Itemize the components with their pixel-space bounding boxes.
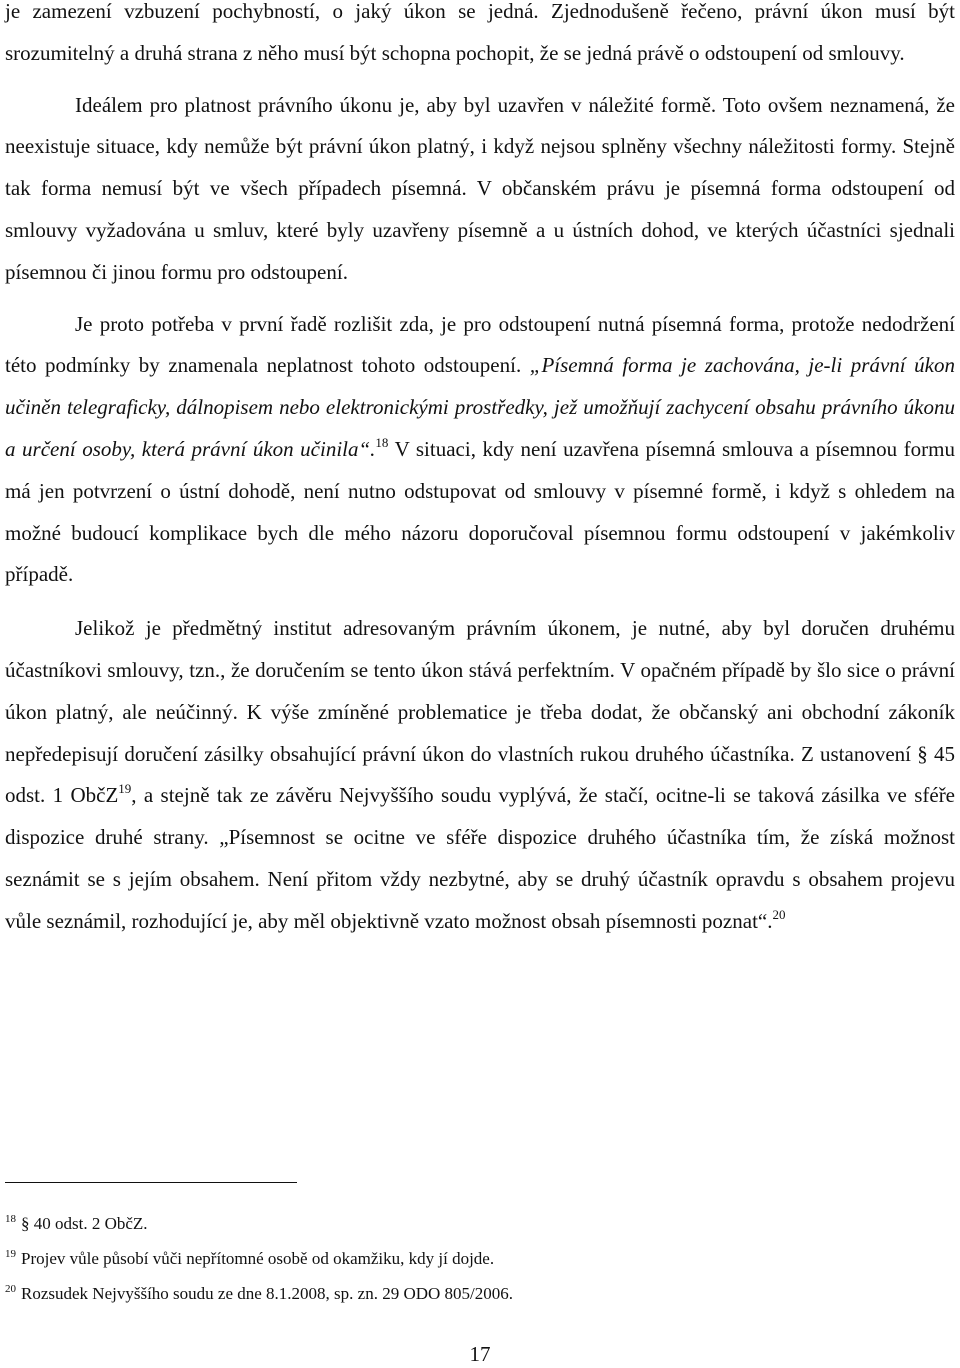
- footnote-text: § 40 odst. 2 ObčZ.: [21, 1214, 148, 1233]
- footnote-number: 18: [5, 1213, 16, 1225]
- footnote-number: 19: [5, 1248, 16, 1260]
- paragraph-2: [5, 85, 955, 294]
- footnote-separator: [5, 1182, 297, 1183]
- footnote-ref-19[interactable]: 19: [118, 781, 132, 797]
- footnote-18: [5, 1206, 955, 1241]
- legal-quote-written-form: „Písemná forma je zachována, je-li právní úkon učiněn telegraficky, dálnopisem nebo elektronickými prostředky, jež umožňují zachycení obsahu právního úkonu a určení osoby, která právní úkon učinila“.: [5, 353, 955, 461]
- paragraph-1-text: je zamezení vzbuzení pochybností, o jaký úkon se jedná. Zjednodušeně řečeno, právní úkon musí být srozumitelný a druhá strana z něho musí být schopna pochopit, že se jedná právě o odstoupení od smlouvy.: [5, 0, 955, 65]
- paragraph-1: [5, 0, 955, 75]
- footnote-19: [5, 1241, 955, 1276]
- footnote-ref-20[interactable]: 20: [772, 906, 786, 922]
- page-number: 17: [469, 1342, 491, 1366]
- body-text: [5, 0, 955, 943]
- footnotes: [5, 1206, 955, 1311]
- paragraph-4-text-a: Jelikož je předmětný institut adresovaným právním úkonem, je nutné, aby byl doručen druhému účastníkovi smlouvy, tzn., že doručením se tento úkon stává perfektním. V opačném případě by šlo sice o právní úkon platný, ale neúčinný. K výše zmíněné problematice je třeba dodat, že občanský ani obchodní zákoník nepředepisují doručení zásilky obsahující právní úkon do vlastních rukou druhého účastníka. Z ustanovení § 45 odst. 1 ObčZ: [5, 616, 955, 808]
- footnote-text: Rozsudek Nejvyššího soudu ze dne 8.1.2008, sp. zn. 29 ODO 805/2006.: [21, 1284, 514, 1303]
- footnote-20: [5, 1276, 955, 1311]
- paragraph-4-text-b: , a stejně tak ze závěru Nejvyššího soudu vyplývá, že stačí, ocitne-li se taková zásilka ve sféře dispozice druhé strany. „Písemnost se ocitne ve sféře dispozice druhého účastníka tím, že získá možnost seznámit se s jejím obsahem. Není přitom vždy nezbytné, aby se druhý účastník opravdu s obsahem projevu vůle seznámil, rozhodující je, aby měl objektivně vzato možnost obsah písemnosti poznat“.: [5, 783, 956, 933]
- paragraph-3-text-b: V situaci, kdy není uzavřena písemná smlouva a písemnou formu má jen potvrzení o ústní dohodě, není nutno odstupovat od smlouvy v písemné formě, i když s ohledem na možné budoucí komplikace bych dle mého názoru doporučoval písemnou formu odstoupení v jakémkoliv případě.: [5, 436, 955, 587]
- paragraph-3-text-a: Je proto potřeba v první řadě rozlišit zda, je pro odstoupení nutná písemná forma, protože nedodržení této podmínky by znamenala neplatnost tohoto odstoupení.: [5, 311, 955, 378]
- footnote-ref-18[interactable]: 18: [375, 434, 389, 450]
- paragraph-2-text: Ideálem pro platnost právního úkonu je, aby byl uzavřen v náležité formě. Toto ovšem neznamená, že neexistuje situace, kdy nemůže být právní úkon platný, i když nejsou splněny všechny náležitosti formy. Stejně tak forma nemusí být ve všech případech písemná. V občanském právu je písemná forma odstoupení od smlouvy vyžadována u smluv, které byly uzavřeny písemně a u ústních dohod, ve kterých účastníci sjednali písemnou či jinou formu pro odstoupení.: [5, 92, 955, 284]
- footnote-number: 20: [5, 1283, 16, 1295]
- paragraph-3: [5, 304, 955, 597]
- paragraph-4: [5, 608, 955, 942]
- footnote-text: Projev vůle působí vůči nepřítomné osobě od okamžiku, kdy jí dojde.: [21, 1249, 495, 1268]
